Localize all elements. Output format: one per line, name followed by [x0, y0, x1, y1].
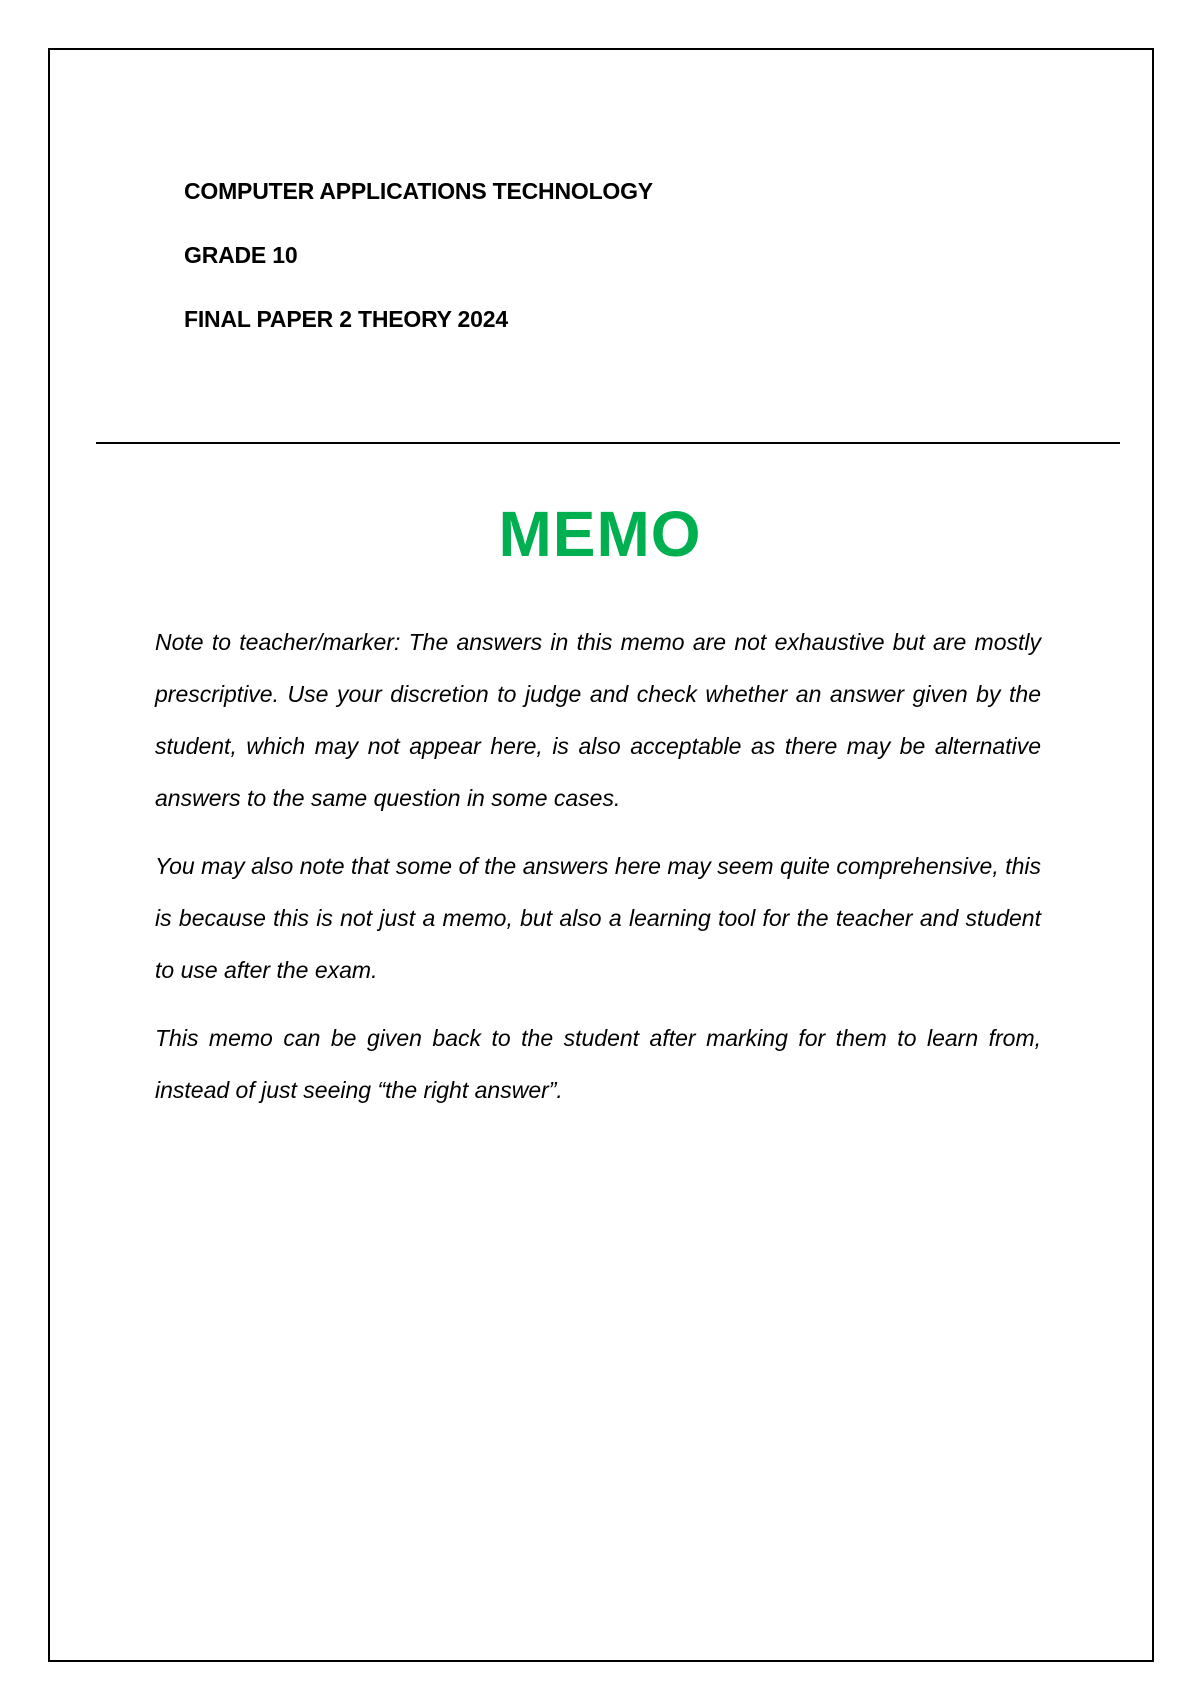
note-paragraph: This memo can be given back to the student after marking for them to learn from, instead of just seeing “the right answer”. [155, 1025, 1041, 1103]
marker-notes [155, 616, 1041, 1132]
subject-title: COMPUTER APPLICATIONS TECHNOLOGY [184, 178, 653, 204]
note-paragraph: Note to teacher/marker: The answers in this memo are not exhaustive but are mostly prescriptive. Use your discretion to judge and check whether an answer given by the student, which may not appear here, is also acceptable as there may be alternative answers to the same question in some cases. [155, 629, 1041, 811]
memo-title: MEMO [498, 498, 702, 570]
paper-label: FINAL PAPER 2 THEORY 2024 [184, 306, 508, 332]
note-paragraph: You may also note that some of the answers here may seem quite comprehensive, this is because this is not just a memo, but also a learning tool for the teacher and student to use after the exam. [155, 853, 1041, 983]
horizontal-divider [96, 442, 1120, 444]
grade-label: GRADE 10 [184, 242, 298, 268]
document-heading [184, 178, 653, 370]
